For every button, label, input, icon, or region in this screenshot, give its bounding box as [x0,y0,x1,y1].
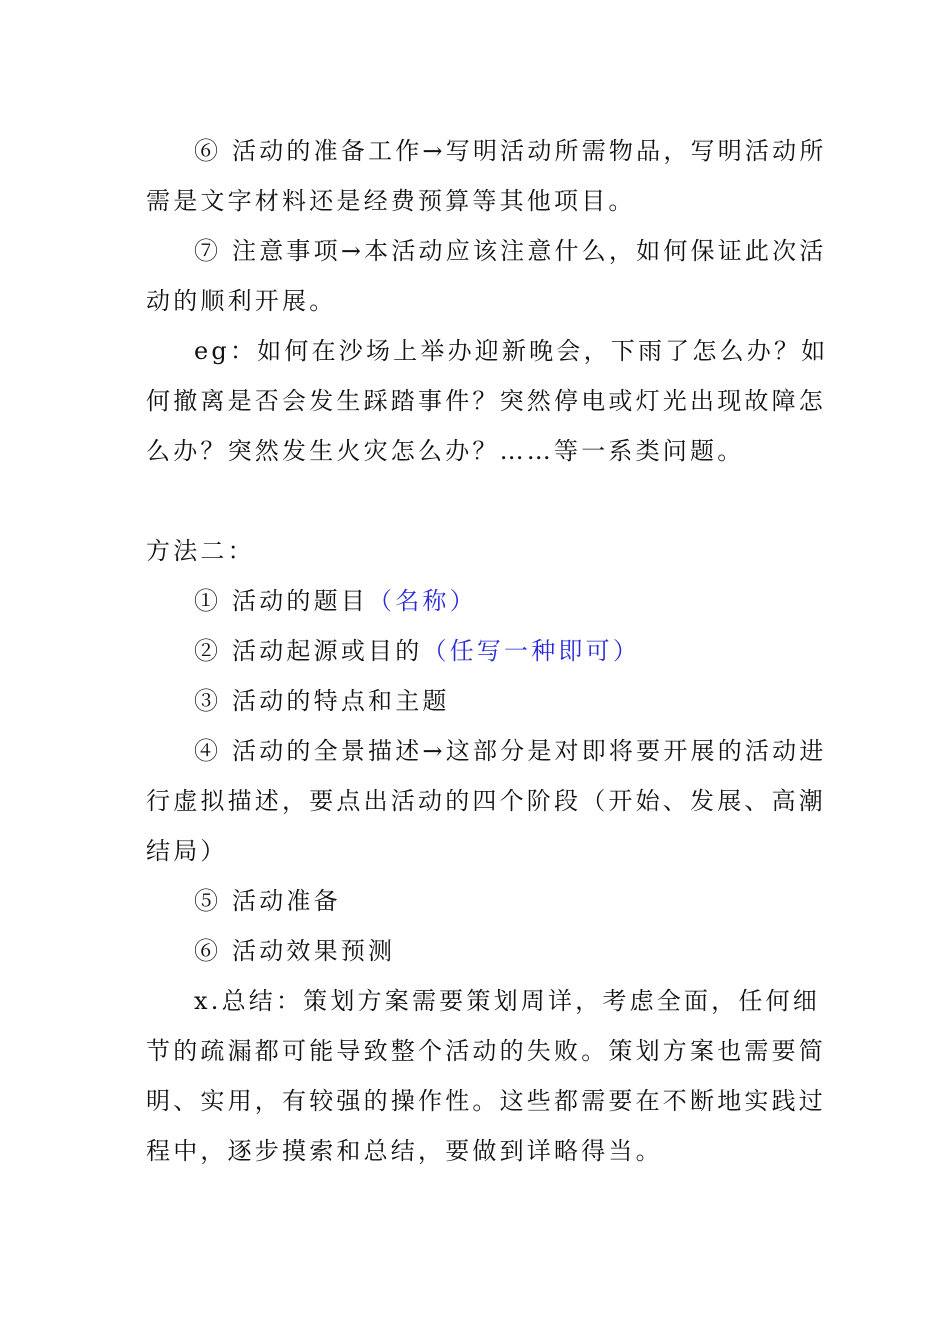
example-line3: 么办？突然发生火灾怎么办？……等一系类问题。 [146,437,745,465]
method2-item2 [194,634,810,668]
summary-line3: 明、实用，有较强的操作性。这些都需要在不断地实践过 [146,1087,826,1115]
method2-item1-note: （名称） [368,587,477,615]
method2-heading: 方法二： [146,537,255,565]
item6-line1: ⑥ 活动的准备工作→写明活动所需物品，写明活动所 [194,137,827,165]
method2-item4-line3: 结局） [146,837,228,865]
item6-line2: 需是文字材料还是经费预算等其他项目。 [146,187,636,215]
method2-item2-text: ② 活动起源或目的 [194,637,423,665]
summary-line1: x.总结：策划方案需要策划周详，考虑全面，任何细 [194,987,820,1015]
example-line2: 何撤离是否会发生踩踏事件？突然停电或灯光出现故障怎 [146,387,826,415]
method2-item2-note: （任写一种即可） [422,637,641,665]
method2-item1 [194,584,810,618]
method2-item4-line2: 行虚拟描述，要点出活动的四个阶段（开始、发展、高潮 [146,787,826,815]
item7-line1: ⑦ 注意事项→本活动应该注意什么，如何保证此次活 [194,237,827,265]
method2-item1-text: ① 活动的题目 [194,587,369,615]
method2-item4-line1: ④ 活动的全景描述→这部分是对即将要开展的活动进 [194,737,827,765]
item7-line2: 动的顺利开展。 [146,287,337,315]
summary-line2: 节的疏漏都可能导致整个活动的失败。策划方案也需要简 [146,1037,826,1065]
method2-item5: ⑤ 活动准备 [194,887,341,915]
example-line1: eg：如何在沙场上举办迎新晚会，下雨了怎么办？如 [194,337,829,365]
method2-item6: ⑥ 活动效果预测 [194,937,396,965]
method2-item3: ③ 活动的特点和主题 [194,687,450,715]
summary-line4: 程中，逐步摸索和总结，要做到详略得当。 [146,1137,663,1165]
